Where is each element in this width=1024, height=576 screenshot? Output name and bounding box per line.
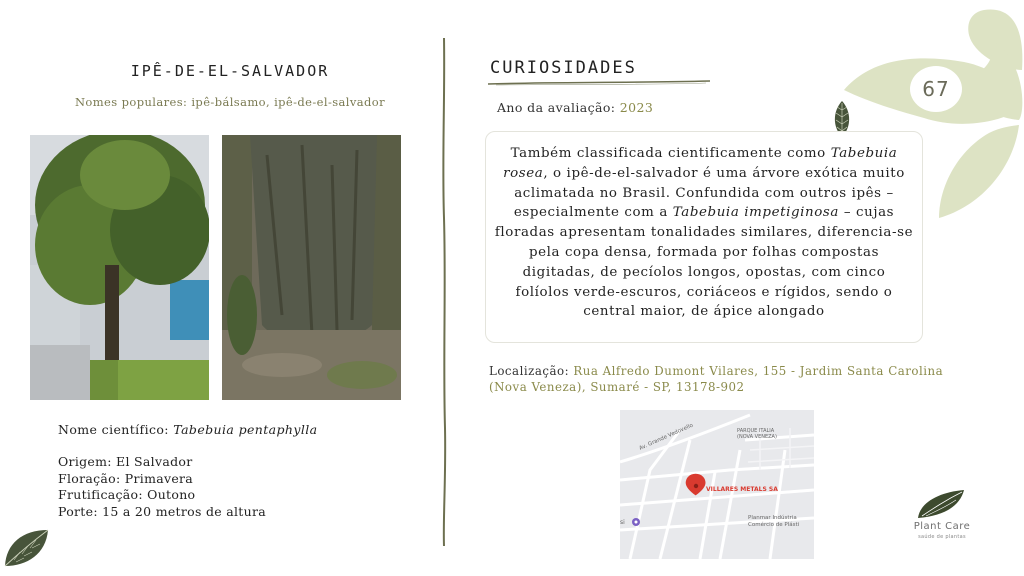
location-value: Rua Alfredo Dumont Vilares, 155 - Jardim Santa Carolina (Nova Veneza), Sumaré - SP, 13178-902 — [489, 364, 944, 394]
curiosities-italic-1: Tabebuia rosea — [503, 146, 898, 181]
curiosities-text-1: Também classificada cientificamente como — [510, 146, 831, 161]
curiosities-italic-2: Tabebuia impetiginosa — [672, 205, 839, 221]
fruiting: Frutificação: Outono — [58, 487, 196, 502]
curiosities-text-2: , o ipê-de-el-salvador é uma árvore exótica muito aclimatada no Brasil. Confundida com outros ipês – especialmente com a — [513, 165, 905, 221]
origin: Origem: El Salvador — [58, 454, 193, 469]
scientific-name-label: Nome científico: — [58, 422, 169, 437]
scientific-name — [58, 422, 317, 437]
map-park-label-2: (NOVA VENEZA) — [737, 434, 777, 440]
map-park-label-1: PARQUE ITALIA — [737, 428, 775, 434]
trunk-photo — [222, 135, 401, 400]
vertical-divider — [440, 38, 448, 546]
logo-tagline: saúde de plantas — [918, 534, 966, 540]
map-pin-label: VILLARES METALS SA — [706, 486, 778, 493]
page-number: 67 — [910, 66, 962, 112]
evaluation-year — [497, 100, 653, 115]
year-value: 2023 — [619, 100, 654, 115]
curiosities-text-3: – cujas floradas apresentam tonalidades similares, diferencia-se pela copa densa, formada por folhas compostas digitadas, de pecíolos longos, opostas, com cinco folíolos verde-escuros, coriáceos e rígidos, sendo o central maior, de ápice alongado — [494, 205, 914, 320]
species-title: IPÊ-DE-EL-SALVADOR — [130, 62, 330, 80]
size: Porte: 15 a 20 metros de altura — [58, 503, 266, 519]
tree-photo — [30, 135, 209, 400]
map-company-label-2: Comércio de Plásti — [748, 522, 800, 528]
popular-names — [30, 95, 430, 109]
popular-names-label: Nomes populares: — [74, 95, 188, 109]
popular-names-value: ipê-bálsamo, ipê-de-el-salvador — [191, 95, 386, 109]
map-edge-label: si — [620, 519, 625, 526]
title-underline — [486, 79, 712, 87]
logo-name: Plant Care — [913, 521, 971, 532]
year-label: Ano da avaliação: — [497, 100, 616, 115]
location-label: Localização: — [489, 364, 570, 378]
location — [489, 364, 969, 395]
map-company-label-1: Planmar Indústria — [748, 515, 797, 521]
location-map[interactable] — [620, 410, 814, 559]
curiosities-title: CURIOSIDADES — [490, 58, 637, 78]
flowering: Floração: Primavera — [58, 470, 194, 486]
map-road-label: Av. Grande Vedovello — [638, 422, 695, 452]
leaf-icon — [2, 526, 52, 570]
species-details — [58, 454, 266, 520]
curiosities-text-box — [485, 131, 923, 343]
scientific-name-value: Tabebuia pentaphylla — [173, 422, 318, 437]
